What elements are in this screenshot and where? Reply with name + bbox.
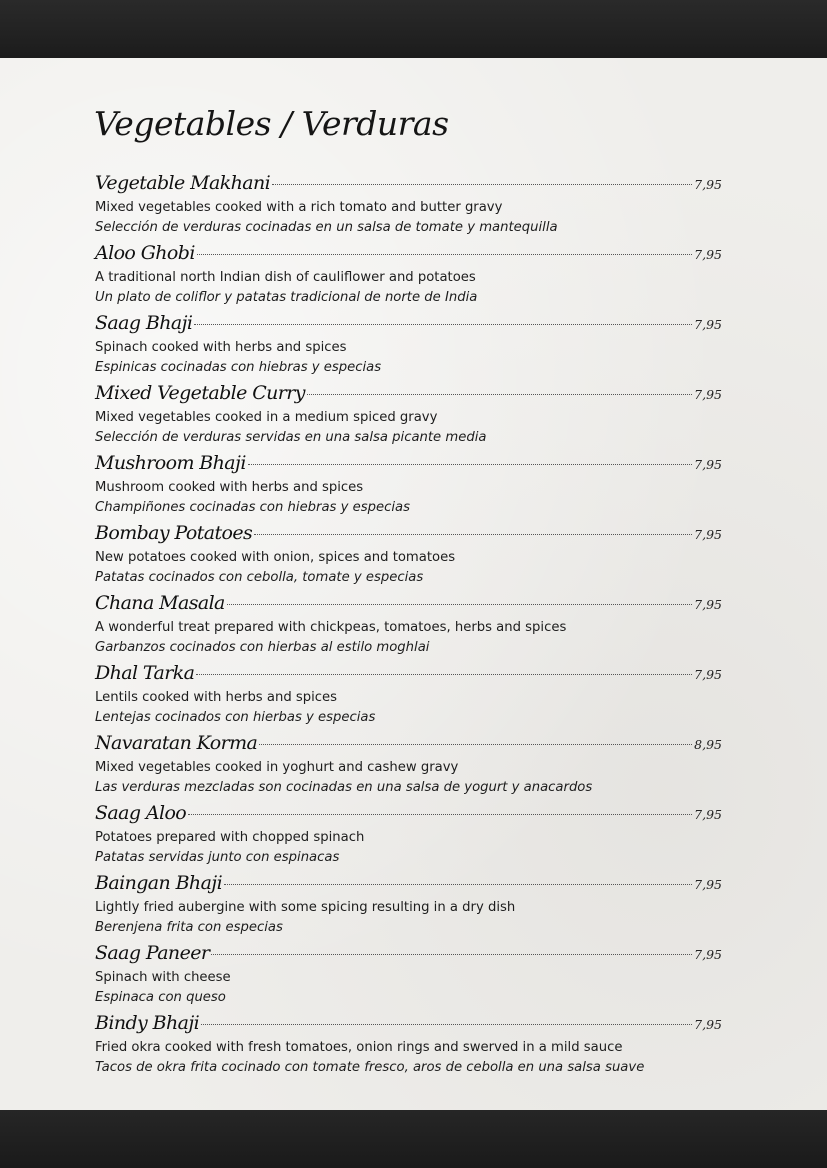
description-english: New potatoes cooked with onion, spices and tomatoes xyxy=(95,550,456,565)
description-spanish: Las verduras mezcladas son cocinadas en una salsa de yogurt y anacardos xyxy=(95,780,593,795)
dish-price: 8,95 xyxy=(694,737,722,752)
bottom-band xyxy=(0,1110,827,1168)
description-spanish: Patatas servidas junto con espinacas xyxy=(95,850,340,865)
description-spanish: Espinicas cocinadas con hiebras y especias xyxy=(95,360,382,375)
dot-leader xyxy=(197,254,692,255)
description-spanish: Selección de verduras servidas en una salsa picante media xyxy=(95,430,487,445)
description-english: A traditional north Indian dish of cauliflower and potatoes xyxy=(95,270,476,285)
dish-name: Vegetable Makhani xyxy=(95,172,271,194)
dish-name: Saag Bhaji xyxy=(95,312,193,334)
dish-price: 7,95 xyxy=(694,177,722,192)
menu-item xyxy=(95,662,722,732)
menu-item xyxy=(95,802,722,872)
dish-name: Dhal Tarka xyxy=(95,662,195,684)
description-spanish: Patatas cocinados con cebolla, tomate y especias xyxy=(95,570,424,585)
dish-price: 7,95 xyxy=(694,807,722,822)
menu-item xyxy=(95,592,722,662)
dot-leader xyxy=(188,814,692,815)
description-spanish: Selección de verduras cocinadas en un salsa de tomate y mantequilla xyxy=(95,220,558,235)
dish-name: Bindy Bhaji xyxy=(95,1012,200,1034)
menu-item xyxy=(95,732,722,802)
dot-leader xyxy=(254,534,692,535)
top-band xyxy=(0,0,827,58)
description-english: Mushroom cooked with herbs and spices xyxy=(95,480,364,495)
description-spanish: Un plato de coliflor y patatas tradicional de norte de India xyxy=(95,290,478,305)
dish-name: Saag Paneer xyxy=(95,942,210,964)
description-english: Mixed vegetables cooked in a medium spiced gravy xyxy=(95,410,438,425)
dish-price: 7,95 xyxy=(694,947,722,962)
dish-name: Navaratan Korma xyxy=(95,732,258,754)
description-spanish: Berenjena frita con especias xyxy=(95,920,283,935)
description-spanish: Champiñones cocinadas con hiebras y especias xyxy=(95,500,410,515)
dish-price: 7,95 xyxy=(694,247,722,262)
dot-leader xyxy=(224,884,692,885)
description-english: Spinach with cheese xyxy=(95,970,231,985)
menu-item xyxy=(95,1012,722,1082)
dot-leader xyxy=(211,954,692,955)
dot-leader xyxy=(259,744,692,745)
dot-leader xyxy=(194,324,692,325)
description-spanish: Tacos de okra frita cocinado con tomate fresco, aros de cebolla en una salsa suave xyxy=(95,1060,645,1075)
dish-price: 7,95 xyxy=(694,597,722,612)
menu-item xyxy=(95,382,722,452)
menu-item xyxy=(95,242,722,312)
dish-price: 7,95 xyxy=(694,457,722,472)
description-english: Spinach cooked with herbs and spices xyxy=(95,340,347,355)
dot-leader xyxy=(248,464,692,465)
description-english: A wonderful treat prepared with chickpeas, tomatoes, herbs and spices xyxy=(95,620,567,635)
description-english: Lightly fried aubergine with some spicing resulting in a dry dish xyxy=(95,900,516,915)
menu-item xyxy=(95,872,722,942)
description-english: Lentils cooked with herbs and spices xyxy=(95,690,338,705)
dish-name: Chana Masala xyxy=(95,592,225,614)
dish-price: 7,95 xyxy=(694,1017,722,1032)
dot-leader xyxy=(196,674,692,675)
dish-price: 7,95 xyxy=(694,667,722,682)
dish-name: Saag Aloo xyxy=(95,802,187,824)
description-spanish: Espinaca con queso xyxy=(95,990,226,1005)
description-english: Mixed vegetables cooked with a rich tomato and butter gravy xyxy=(95,200,503,215)
dot-leader xyxy=(201,1024,692,1025)
dish-price: 7,95 xyxy=(694,527,722,542)
dish-price: 7,95 xyxy=(694,877,722,892)
menu-item xyxy=(95,172,722,242)
dish-name: Baingan Bhaji xyxy=(95,872,223,894)
dot-leader xyxy=(227,604,692,605)
dot-leader xyxy=(272,184,692,185)
dish-name: Aloo Ghobi xyxy=(95,242,195,264)
menu-item xyxy=(95,452,722,522)
dot-leader xyxy=(307,394,692,395)
menu-list xyxy=(95,172,722,1082)
dish-name: Mushroom Bhaji xyxy=(95,452,246,474)
menu-item xyxy=(95,312,722,382)
description-english: Potatoes prepared with chopped spinach xyxy=(95,830,365,845)
section-title: Vegetables / Verduras xyxy=(94,104,449,143)
dish-name: Mixed Vegetable Curry xyxy=(95,382,305,404)
dish-price: 7,95 xyxy=(694,387,722,402)
description-english: Mixed vegetables cooked in yoghurt and cashew gravy xyxy=(95,760,459,775)
dish-price: 7,95 xyxy=(694,317,722,332)
dish-name: Bombay Potatoes xyxy=(95,522,253,544)
menu-item xyxy=(95,942,722,1012)
menu-item xyxy=(95,522,722,592)
description-spanish: Garbanzos cocinados con hierbas al estilo moghlai xyxy=(95,640,430,655)
description-english: Fried okra cooked with fresh tomatoes, onion rings and swerved in a mild sauce xyxy=(95,1040,623,1055)
description-spanish: Lentejas cocinados con hierbas y especias xyxy=(95,710,376,725)
